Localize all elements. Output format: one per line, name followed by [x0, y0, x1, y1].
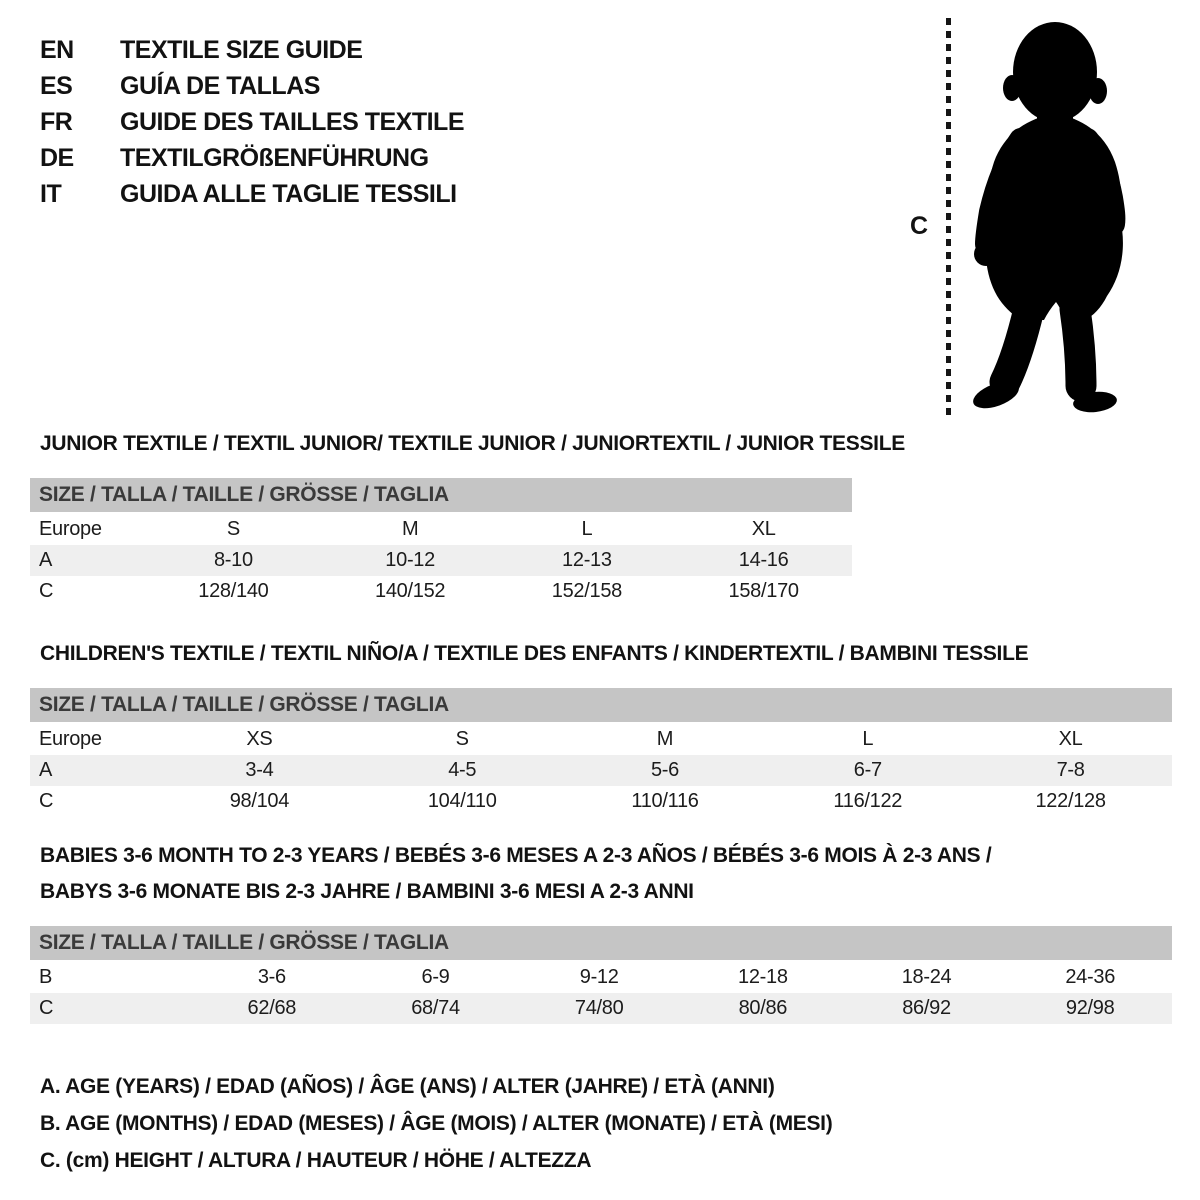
- language-title: GUIDE DES TAILLES TEXTILE: [120, 108, 465, 136]
- language-row: [40, 176, 464, 212]
- language-title: GUÍA DE TALLAS: [120, 72, 320, 100]
- row-label: C: [39, 580, 54, 602]
- table-cell: S: [226, 518, 240, 540]
- legend-line: C. (cm) HEIGHT / ALTURA / HAUTEUR / HÖHE / ALTEZZA: [40, 1149, 592, 1172]
- table-cell: XL: [751, 518, 776, 540]
- section-title-line: BABYS 3-6 MONATE BIS 2-3 JAHRE / BAMBINI 3-6 MESI A 2-3 ANNI: [40, 880, 694, 903]
- table-header-row: SIZE / TALLA / TAILLE / GRÖSSE / TAGLIA: [30, 688, 1172, 722]
- table-cell: 12-13: [562, 549, 612, 571]
- table-cell: 98/104: [229, 790, 290, 812]
- language-code: FR: [40, 108, 73, 136]
- table-cell: 18-24: [901, 966, 952, 988]
- table-cell: 92/98: [1065, 997, 1115, 1019]
- table-cell: 74/80: [574, 997, 624, 1019]
- table-cell: 8-10: [213, 549, 253, 571]
- table-row: [30, 786, 1172, 817]
- table-row: [30, 514, 852, 545]
- section-junior: [30, 426, 905, 607]
- table-cell: L: [581, 518, 593, 540]
- height-measure-label: C: [910, 212, 929, 240]
- table-cell: 104/110: [427, 790, 497, 812]
- toddler-silhouette-icon: [963, 14, 1138, 416]
- language-code: IT: [40, 180, 62, 208]
- size-table: [30, 688, 1172, 817]
- row-label: C: [39, 790, 54, 812]
- table-cell: 14-16: [738, 549, 789, 571]
- language-title: TEXTILGRÖßENFÜHRUNG: [120, 144, 429, 172]
- table-cell: 24-36: [1065, 966, 1116, 988]
- table-cell: 86/92: [902, 997, 951, 1019]
- table-cell: 6-9: [421, 966, 450, 988]
- table-row: [30, 962, 1172, 993]
- table-cell: 122/128: [1035, 790, 1106, 812]
- table-cell: XL: [1058, 728, 1083, 750]
- height-measure-dashed-line: [946, 18, 951, 418]
- language-code: EN: [40, 36, 74, 64]
- table-cell: L: [862, 728, 874, 750]
- legend: [40, 1068, 832, 1179]
- table-cell: 4-5: [448, 759, 477, 781]
- language-code: ES: [40, 72, 73, 100]
- table-cell: 140/152: [375, 580, 446, 602]
- table-cell: 158/170: [728, 580, 799, 602]
- table-cell: 116/122: [833, 790, 903, 812]
- table-row: [30, 993, 1172, 1024]
- table-cell: 10-12: [385, 549, 435, 571]
- table-cell: S: [455, 728, 469, 750]
- row-label: C: [39, 997, 54, 1019]
- table-row: [30, 755, 1172, 786]
- table-header-row: SIZE / TALLA / TAILLE / GRÖSSE / TAGLIA: [30, 926, 1172, 960]
- table-cell: 9-12: [579, 966, 619, 988]
- section-title-line: JUNIOR TEXTILE / TEXTIL JUNIOR/ TEXTILE JUNIOR / JUNIORTEXTIL / JUNIOR TESSILE: [40, 432, 905, 455]
- size-table: [30, 926, 1172, 1024]
- table-cell: 110/116: [631, 790, 699, 812]
- table-cell: 3-4: [245, 759, 274, 781]
- size-table: [30, 478, 852, 607]
- table-cell: 5-6: [650, 759, 679, 781]
- table-cell: 128/140: [198, 580, 269, 602]
- table-cell: 62/68: [247, 997, 297, 1019]
- row-label: A: [39, 759, 53, 781]
- row-label: A: [39, 549, 53, 571]
- row-label: Europe: [39, 518, 102, 540]
- row-label: B: [39, 966, 53, 988]
- table-cell: 3-6: [257, 966, 286, 988]
- section-title-line: CHILDREN'S TEXTILE / TEXTIL NIÑO/A / TEXTILE DES ENFANTS / KINDERTEXTIL / BAMBINI TESSILE: [40, 642, 1029, 665]
- section-children: [30, 636, 1172, 817]
- legend-line: B. AGE (MONTHS) / EDAD (MESES) / ÂGE (MOIS) / ALTER (MONATE) / ETÀ (MESI): [40, 1112, 833, 1135]
- table-cell: 12-18: [738, 966, 788, 988]
- language-title-list: [40, 32, 464, 212]
- table-cell: M: [656, 728, 674, 750]
- language-title: GUIDA ALLE TAGLIE TESSILI: [120, 180, 457, 208]
- table-row: [30, 576, 852, 607]
- language-code: DE: [40, 144, 74, 172]
- table-cell: 68/74: [411, 997, 460, 1019]
- table-row: [30, 545, 852, 576]
- section-title: [30, 426, 905, 462]
- table-cell: XS: [246, 728, 273, 750]
- legend-line: A. AGE (YEARS) / EDAD (AÑOS) / ÂGE (ANS) / ALTER (JAHRE) / ETÀ (ANNI): [40, 1075, 775, 1098]
- language-title: TEXTILE SIZE GUIDE: [120, 36, 363, 64]
- table-cell: M: [401, 518, 419, 540]
- table-cell: 80/86: [738, 997, 788, 1019]
- section-title-line: BABIES 3-6 MONTH TO 2-3 YEARS / BEBÉS 3-6 MESES A 2-3 AÑOS / BÉBÉS 3-6 MOIS À 2-3 ANS /: [40, 844, 992, 867]
- language-row: [40, 140, 464, 176]
- section-title: [30, 636, 1172, 672]
- table-row: [30, 724, 1172, 755]
- language-row: [40, 104, 464, 140]
- language-row: [40, 32, 464, 68]
- section-babies: [30, 838, 1172, 1024]
- language-row: [40, 68, 464, 104]
- section-title: [30, 838, 1172, 910]
- table-cell: 152/158: [551, 580, 622, 602]
- row-label: Europe: [39, 728, 102, 750]
- table-cell: 7-8: [1056, 759, 1085, 781]
- table-header-row: SIZE / TALLA / TAILLE / GRÖSSE / TAGLIA: [30, 478, 852, 512]
- table-cell: 6-7: [853, 759, 882, 781]
